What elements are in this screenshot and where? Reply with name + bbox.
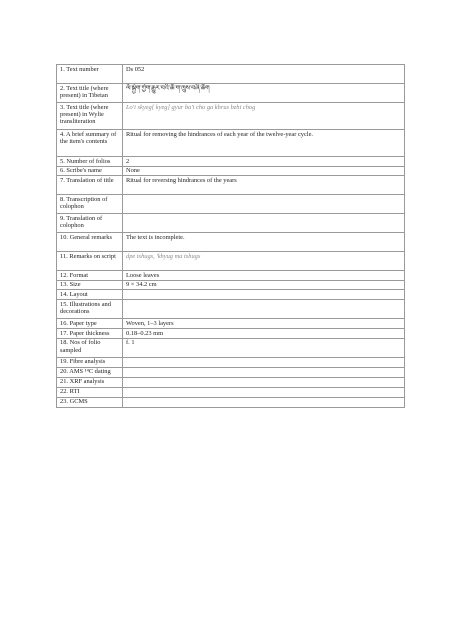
table-row bbox=[57, 252, 405, 271]
table-row bbox=[57, 176, 405, 195]
row-value: None bbox=[123, 166, 405, 176]
row-value: dpe tshugs, 'khyug ma tshugs bbox=[123, 252, 405, 271]
table-row bbox=[57, 84, 405, 103]
row-value bbox=[123, 367, 405, 377]
row-value-wylie: Lo'i skyeg[ kyeg] gyur ba'i cho ga khrus bzhi chog bbox=[123, 103, 405, 130]
row-value: Ritual for removing the hindrances of each year of the twelve-year cycle. bbox=[123, 130, 405, 157]
row-value bbox=[123, 290, 405, 300]
row-value: Woven, 1–3 layers bbox=[123, 319, 405, 329]
table-row bbox=[57, 214, 405, 233]
table-row bbox=[57, 338, 405, 357]
row-label: 18. Nos of folio sampled bbox=[57, 338, 123, 357]
row-label: 2. Text title (where present) in Tibetan bbox=[57, 84, 123, 103]
table-row bbox=[57, 367, 405, 377]
row-value: 2 bbox=[123, 157, 405, 167]
table-row bbox=[57, 290, 405, 300]
row-value bbox=[123, 387, 405, 397]
row-label: 23. GCMS bbox=[57, 397, 123, 407]
table-row bbox=[57, 319, 405, 329]
table-row bbox=[57, 280, 405, 290]
row-value: f. 1 bbox=[123, 338, 405, 357]
row-label: 1. Text number bbox=[57, 65, 123, 84]
row-label: 16. Paper type bbox=[57, 319, 123, 329]
table-row bbox=[57, 157, 405, 167]
row-label: 21. XRF analysis bbox=[57, 377, 123, 387]
row-value bbox=[123, 300, 405, 319]
row-value: Ritual for reversing hindrances of the years bbox=[123, 176, 405, 195]
row-label: 19. Fibre analysis bbox=[57, 357, 123, 367]
row-label: 3. Text title (where present) in Wylie transliteration bbox=[57, 103, 123, 130]
table-row bbox=[57, 328, 405, 338]
row-value bbox=[123, 397, 405, 407]
table-row bbox=[57, 195, 405, 214]
row-value bbox=[123, 195, 405, 214]
row-value: 0.18–0.23 mm bbox=[123, 328, 405, 338]
row-label: 10. General remarks bbox=[57, 233, 123, 252]
table-row bbox=[57, 357, 405, 367]
row-value bbox=[123, 214, 405, 233]
table-row bbox=[57, 166, 405, 176]
table-row bbox=[57, 300, 405, 319]
table-row bbox=[57, 397, 405, 407]
row-label: 15. Illustrations and decorations bbox=[57, 300, 123, 319]
row-label: 9. Translation of colophon bbox=[57, 214, 123, 233]
row-value bbox=[123, 377, 405, 387]
row-value bbox=[123, 357, 405, 367]
row-label: 20. AMS ¹⁴C dating bbox=[57, 367, 123, 377]
row-label: 14. Layout bbox=[57, 290, 123, 300]
table-row bbox=[57, 387, 405, 397]
table-row bbox=[57, 65, 405, 84]
table-row bbox=[57, 233, 405, 252]
row-label: 12. Format bbox=[57, 271, 123, 281]
catalogue-table bbox=[56, 64, 405, 408]
row-label: 6. Scribe's name bbox=[57, 166, 123, 176]
row-value: 9 × 34.2 cm bbox=[123, 280, 405, 290]
row-label: 8. Transcription of colophon bbox=[57, 195, 123, 214]
row-value: Ds 052 bbox=[123, 65, 405, 84]
row-label: 22. RTI bbox=[57, 387, 123, 397]
table-row bbox=[57, 271, 405, 281]
row-label: 7. Translation of title bbox=[57, 176, 123, 195]
table-row bbox=[57, 103, 405, 130]
row-label: 11. Remarks on script bbox=[57, 252, 123, 271]
row-label: 13. Size bbox=[57, 280, 123, 290]
table-row bbox=[57, 377, 405, 387]
row-value: Loose leaves bbox=[123, 271, 405, 281]
row-value-tibetan: ལོ་སྐྱེག་ཀྱེག་རྒྱུར་བའི་ཆོ་ག་ཁྲུས་བཞི་ཆོག bbox=[123, 84, 405, 103]
table-row bbox=[57, 130, 405, 157]
row-label: 4. A brief summary of the item's contents bbox=[57, 130, 123, 157]
row-value: The text is incomplete. bbox=[123, 233, 405, 252]
row-label: 17. Paper thickness bbox=[57, 328, 123, 338]
row-label: 5. Number of folios bbox=[57, 157, 123, 167]
